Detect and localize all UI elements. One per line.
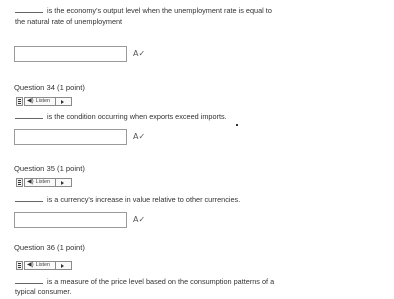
question-33-answer-field[interactable] bbox=[14, 46, 127, 62]
play-icon[interactable] bbox=[56, 97, 72, 106]
menu-icon[interactable] bbox=[16, 178, 23, 187]
listen-label: Listen bbox=[35, 262, 51, 268]
question-36-statement-line1 bbox=[15, 277, 274, 286]
play-icon[interactable] bbox=[56, 178, 72, 187]
question-36-text-1: is a measure of the price level based on the consumption patterns of a bbox=[47, 277, 275, 286]
play-icon[interactable] bbox=[56, 261, 72, 270]
listen-label: Listen bbox=[35, 179, 51, 185]
question-34-heading bbox=[14, 83, 85, 93]
question-35-title: Question 35 (1 point) bbox=[14, 164, 85, 173]
question-36-statement-line2 bbox=[15, 287, 71, 296]
question-36-text-2: typical consumer. bbox=[15, 287, 72, 296]
spell-check-icon[interactable]: A✓ bbox=[133, 132, 146, 141]
listen-label: Listen bbox=[35, 98, 51, 104]
answer-blank bbox=[15, 277, 43, 284]
question-35-answer-field[interactable] bbox=[14, 212, 127, 228]
question-35-statement bbox=[15, 195, 240, 204]
listen-button[interactable] bbox=[24, 261, 56, 270]
answer-blank bbox=[15, 6, 43, 13]
question-33-statement-line1 bbox=[15, 6, 272, 15]
question-36-heading bbox=[14, 243, 85, 253]
question-34-title: Question 34 (1 point) bbox=[14, 83, 85, 92]
question-34-audio-player bbox=[16, 96, 74, 106]
question-34-text: is the condition occurring when exports exceed imports. bbox=[47, 112, 227, 121]
answer-blank bbox=[15, 112, 43, 119]
question-35-text: is a currency's increase in value relative to other currencies. bbox=[47, 195, 241, 204]
listen-button[interactable] bbox=[24, 97, 56, 106]
menu-icon[interactable] bbox=[16, 261, 23, 270]
menu-icon[interactable] bbox=[16, 97, 23, 106]
question-35-audio-player bbox=[16, 177, 74, 187]
speaker-icon: ◀) bbox=[27, 98, 34, 104]
question-34-statement bbox=[15, 112, 227, 121]
cursor-marker bbox=[236, 124, 238, 126]
question-34-answer-field[interactable] bbox=[14, 129, 127, 145]
speaker-icon: ◀) bbox=[27, 179, 34, 185]
question-33-text-1: is the economy's output level when the unemployment rate is equal to bbox=[47, 6, 272, 15]
answer-blank bbox=[15, 195, 43, 202]
question-33-statement-line2 bbox=[15, 17, 122, 26]
question-36-audio-player bbox=[16, 260, 74, 270]
question-35-heading bbox=[14, 164, 85, 174]
question-33-text-2: the natural rate of unemployment bbox=[15, 17, 123, 26]
listen-button[interactable] bbox=[24, 178, 56, 187]
spell-check-icon[interactable]: A✓ bbox=[133, 49, 146, 58]
spell-check-icon[interactable]: A✓ bbox=[133, 215, 146, 224]
speaker-icon: ◀) bbox=[27, 262, 34, 268]
question-36-title: Question 36 (1 point) bbox=[14, 243, 85, 252]
